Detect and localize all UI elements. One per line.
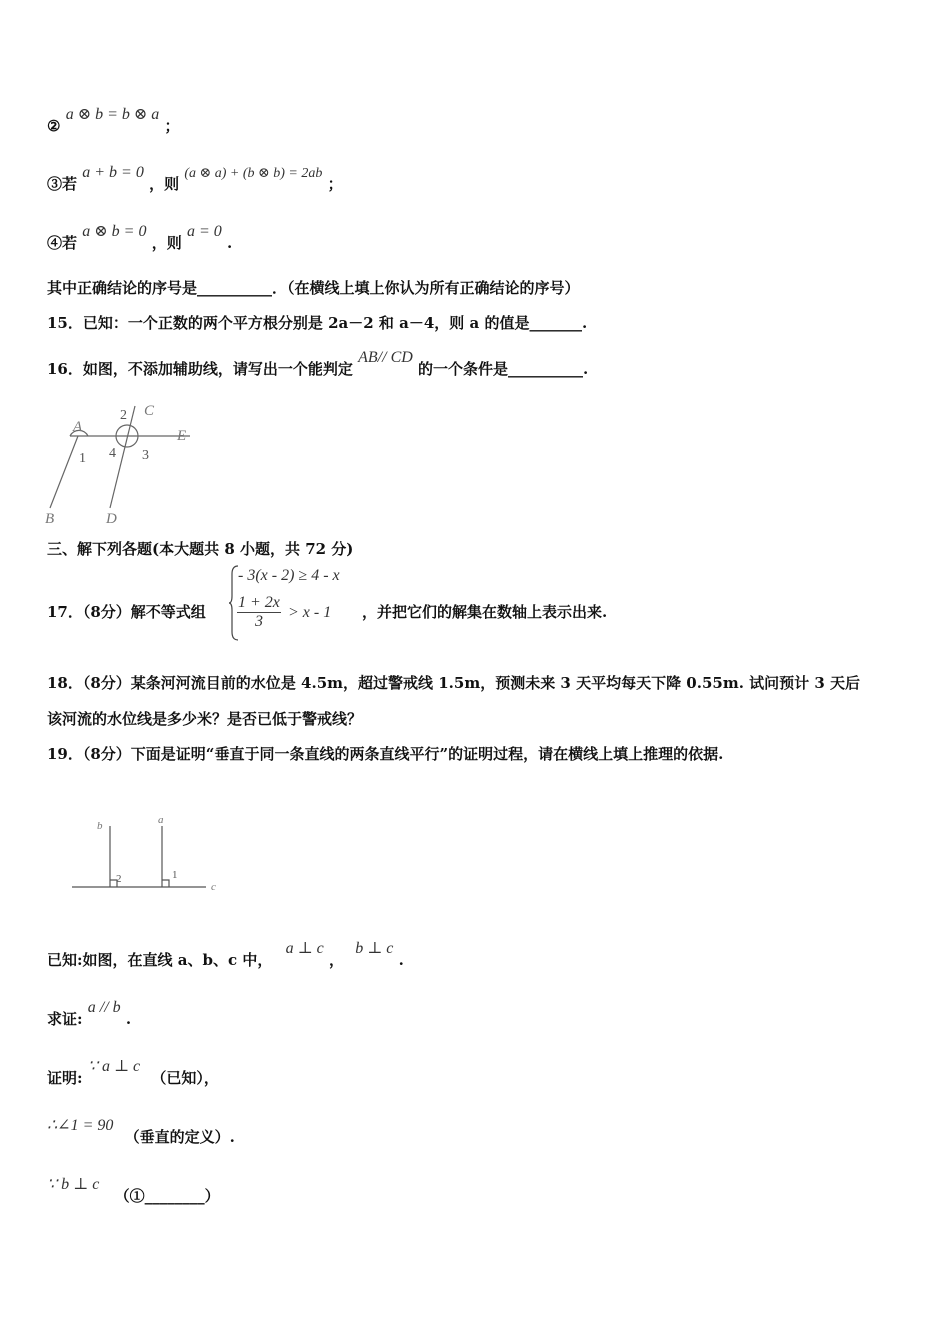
fig16-label-b: B (45, 511, 55, 527)
item-3-expr: (a ⊗ a) + (b ⊗ b) = 2ab (184, 166, 323, 181)
item-2 (47, 106, 180, 137)
prove-end: . (125, 1010, 132, 1028)
question-19: 19．（8分）下面是证明“垂直于同一条直线的两条直线平行”的证明过程，请在横线上填上推理的依据. (47, 745, 724, 763)
known-expr-1: a ⊥ c (285, 940, 324, 957)
item-4-expr: a = 0 (186, 223, 222, 240)
item-3-mid: ，则 (149, 175, 180, 193)
inequality-2-rhs: > x - 1 (288, 603, 332, 621)
inequality-2 (237, 594, 331, 631)
figure-16 (40, 398, 210, 528)
fig16-angle-1: 1 (79, 451, 86, 466)
fig16-label-c: C (144, 403, 155, 419)
question-16 (47, 349, 589, 380)
fraction-numerator: 1 + 2x (238, 594, 280, 611)
question-18-line-1: 18．（8分）某条河河流目前的水位是 4.5m，超过警戒线 1.5m，预测未来 3 天平均每天下降 0.55m. 试问预计 3 天后 (47, 674, 861, 692)
fig19-angle-2: 2 (116, 873, 122, 885)
proof-line-1 (47, 1058, 219, 1089)
section-3-heading: 三、解下列各题(本大题共 8 小题，共 72 分) (47, 540, 354, 558)
known-end: . (398, 951, 404, 969)
proof-1-reason: （已知）， (151, 1069, 219, 1087)
inequality-1: - 3(x - 2) ≥ 4 - x (238, 567, 340, 584)
fig16-angle-4: 4 (109, 446, 116, 461)
fig16-angle-2: 2 (120, 408, 127, 423)
proof-3-expr: ∵ b ⊥ c (47, 1176, 100, 1193)
fig16-label-a: A (73, 419, 83, 435)
question-17-suffix: ，并把它们的解集在数轴上表示出来. (362, 603, 608, 621)
question-15: 15．已知：一个正数的两个平方根分别是 2a－2 和 a－4，则 a 的值是_______. (47, 314, 588, 332)
fig19-label-c: c (211, 881, 216, 893)
known-line (47, 940, 404, 971)
item-3 (47, 164, 343, 196)
known-sep: ， (328, 951, 344, 969)
fig19-label-b: b (97, 820, 103, 832)
item-4 (47, 223, 233, 254)
item-3-cond: a + b = 0 (82, 164, 144, 181)
item-3-end: ； (327, 175, 343, 193)
item-4-end: . (226, 234, 233, 252)
known-prefix: 已知:如图，在直线 a、b、c 中， (47, 951, 273, 969)
proof-3-reason: （①________） (114, 1187, 220, 1205)
question-16-expr: AB// CD (358, 349, 413, 366)
fig19-angle-1: 1 (172, 869, 178, 881)
item-3-marker: ③若 (47, 175, 78, 193)
question-18-line-2: 该河流的水位线是多少米？是否已低于警戒线？ (47, 710, 363, 728)
question-16-suffix: 的一个条件是__________. (418, 360, 589, 378)
item-2-end: ； (164, 117, 180, 135)
proof-line-3 (47, 1176, 220, 1207)
item-2-marker: ② (47, 117, 61, 135)
known-expr-2: b ⊥ c (355, 940, 394, 957)
item-2-expr: a ⊗ b = b ⊗ a (65, 106, 160, 123)
item-4-mid: ，则 (151, 234, 182, 252)
fraction-denominator: 3 (254, 613, 263, 630)
prove-line (47, 999, 132, 1030)
proof-2-reason: （垂直的定义）. (124, 1128, 235, 1146)
fig19-label-a: a (158, 814, 164, 826)
question-17-prefix: 17．（8分）解不等式组 (47, 603, 206, 621)
fig16-label-d: D (106, 511, 117, 527)
prove-expr: a // b (87, 999, 121, 1016)
proof-2-expr: ∴∠1 = 90 (47, 1117, 114, 1134)
question-16-prefix: 16．如图，不添加辅助线，请写出一个能判定 (47, 360, 353, 378)
inequality-2-fraction (237, 594, 281, 631)
proof-prefix: 证明: (47, 1069, 83, 1087)
figure-19 (66, 812, 226, 896)
fig16-label-e: E (177, 428, 187, 444)
proof-line-2 (47, 1117, 235, 1148)
fig16-angle-3: 3 (142, 448, 149, 463)
item-4-cond: a ⊗ b = 0 (82, 223, 147, 240)
proof-1-expr: ∵ a ⊥ c (87, 1058, 141, 1075)
conclusion-line: 其中正确结论的序号是__________．（在横线上填上你认为所有正确结论的序号） (47, 279, 580, 297)
prove-prefix: 求证: (47, 1010, 83, 1028)
item-4-marker: ④若 (47, 234, 78, 252)
